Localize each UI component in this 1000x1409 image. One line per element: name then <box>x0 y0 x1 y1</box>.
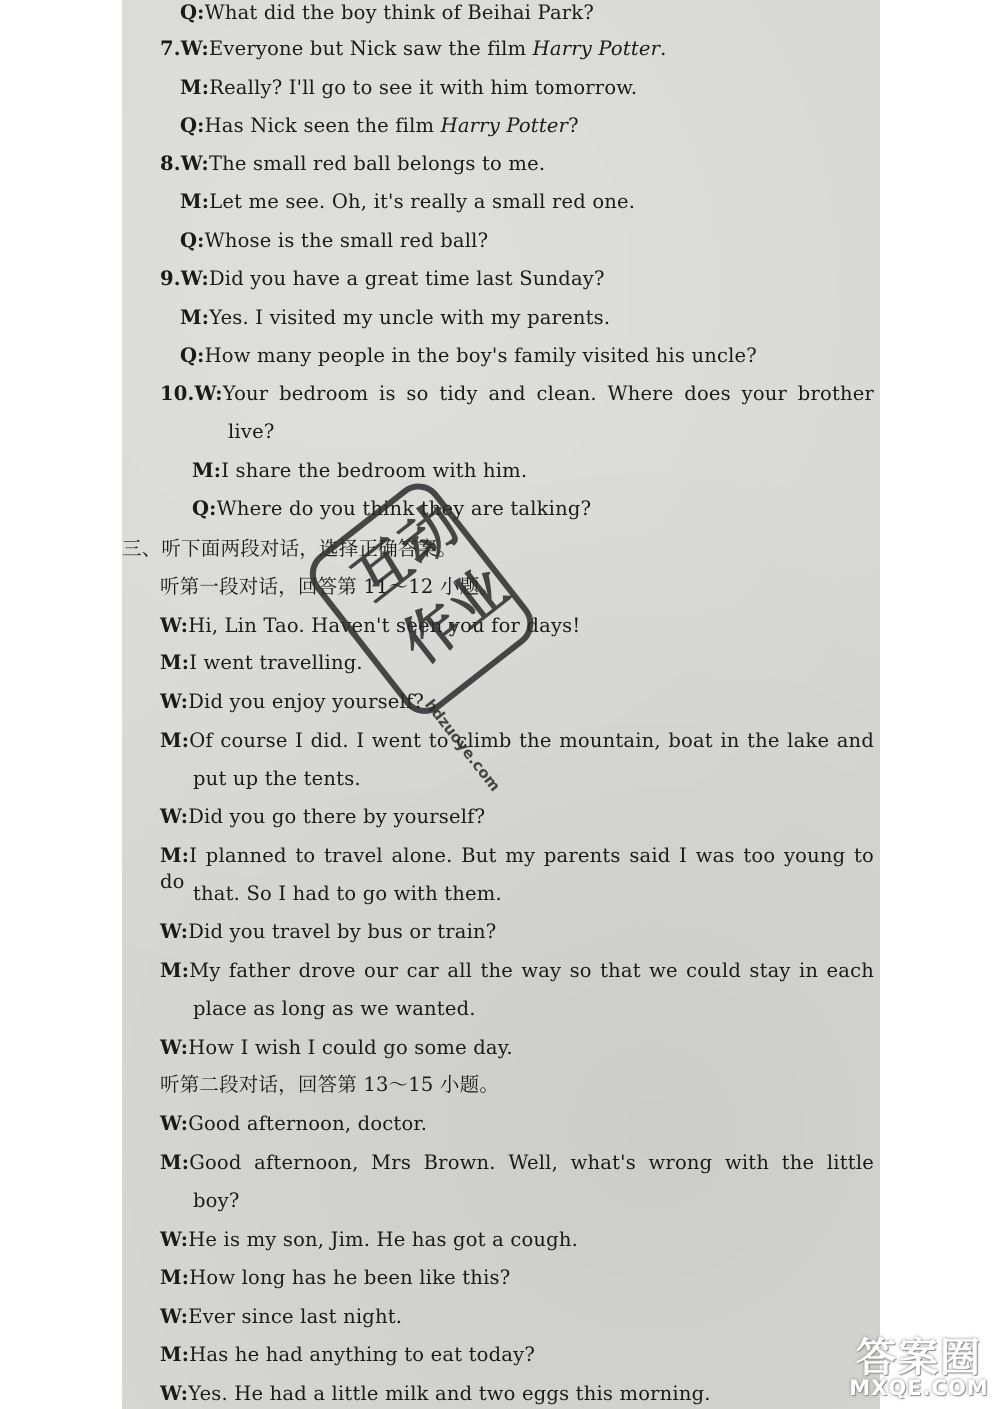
line-text: The small red ball belongs to me. <box>208 152 546 175</box>
text-line <box>160 266 605 292</box>
speaker-label: W: <box>160 1036 189 1059</box>
text-line <box>193 1188 240 1214</box>
text-line <box>160 1111 427 1137</box>
line-punct: . <box>660 37 667 60</box>
line-text: Good afternoon, Mrs Brown. Well, what's wrong with the little <box>189 1151 874 1174</box>
line-text: Ever since last night. <box>188 1305 403 1328</box>
speaker-label: M: <box>180 76 210 99</box>
line-text: put up the tents. <box>193 767 361 790</box>
text-line <box>160 1227 578 1253</box>
line-text: Of course I did. I went to climb the mountain, boat in the lake and <box>189 729 874 752</box>
line-text: Did you have a great time last Sunday? <box>208 267 605 290</box>
speaker-label: W: <box>194 382 223 405</box>
speaker-label: M: <box>160 844 190 867</box>
line-text: Has Nick seen the film <box>204 114 441 137</box>
speaker-label: M: <box>160 1266 190 1289</box>
text-line <box>228 419 274 445</box>
speaker-label: W: <box>180 267 209 290</box>
speaker-label: W: <box>180 37 209 60</box>
question-number: 8. <box>160 152 181 175</box>
speaker-label: M: <box>160 651 190 674</box>
line-text: 三、听下面两段对话，选择正确答案。 <box>122 537 457 560</box>
text-line <box>180 343 757 369</box>
speaker-label: Q: <box>180 229 205 252</box>
line-text: Hi, Lin Tao. Haven't seen you for days! <box>188 614 581 637</box>
line-text: How I wish I could go some day. <box>188 1036 513 1059</box>
line-text: live? <box>228 420 275 443</box>
stamp-glyph: 业 <box>436 555 521 642</box>
speaker-label: M: <box>160 1343 190 1366</box>
text-line <box>160 574 499 600</box>
logo-cn-text: 答案圈 <box>856 1335 982 1381</box>
stamp-glyph: 作 <box>390 591 475 677</box>
text-line <box>160 1150 874 1176</box>
line-text: 听第二段对话，回答第 13～15 小题。 <box>160 1073 500 1096</box>
text-line <box>160 689 424 715</box>
text-line <box>160 1304 402 1330</box>
text-line <box>160 1072 499 1098</box>
line-text: that. So I had to go with them. <box>193 882 502 905</box>
speaker-label: M: <box>180 306 210 329</box>
text-line <box>180 113 579 139</box>
text-line <box>160 958 874 984</box>
speaker-label: M: <box>160 729 190 752</box>
text-line <box>180 305 610 331</box>
line-text: Yes. He had a little milk and two eggs this morning. <box>188 1382 711 1405</box>
text-line <box>180 228 488 254</box>
text-line <box>180 75 637 101</box>
line-text: How long has he been like this? <box>189 1266 511 1289</box>
text-line <box>122 536 457 562</box>
speaker-label: W: <box>160 614 189 637</box>
speaker-label: W: <box>160 920 189 943</box>
speaker-label: Q: <box>180 1 205 24</box>
speaker-label: M: <box>180 190 210 213</box>
speaker-label: W: <box>160 690 189 713</box>
text-line <box>160 1265 510 1291</box>
text-line <box>160 613 580 639</box>
line-text: Where do you think they are talking? <box>216 497 592 520</box>
text-line <box>193 881 502 907</box>
line-text: Let me see. Oh, it's really a small red one. <box>209 190 636 213</box>
stamp-glyph: 互 <box>341 528 426 614</box>
speaker-label: W: <box>160 1228 189 1251</box>
text-line <box>160 151 545 177</box>
stamp-url: hdzuoye.com <box>421 695 505 795</box>
text-line <box>180 189 635 215</box>
text-line <box>160 919 496 945</box>
line-text: Did you enjoy yourself? <box>188 690 425 713</box>
line-text: Did you go there by yourself? <box>188 805 486 828</box>
line-text: Yes. I visited my uncle with my parents. <box>209 306 611 329</box>
speaker-label: W: <box>160 1305 189 1328</box>
text-line <box>180 0 594 26</box>
speaker-label: Q: <box>180 114 205 137</box>
line-text: Did you travel by bus or train? <box>188 920 497 943</box>
text-line <box>160 381 874 407</box>
question-number: 7. <box>160 37 181 60</box>
line-text: What did the boy think of Beihai Park? <box>204 1 594 24</box>
text-line <box>192 458 527 484</box>
text-line <box>193 766 361 792</box>
text-line <box>160 728 874 754</box>
text-line <box>160 1381 711 1407</box>
speaker-label: Q: <box>180 344 205 367</box>
film-title: Harry Potter <box>440 114 569 137</box>
text-line <box>193 996 476 1022</box>
text-line <box>160 1035 513 1061</box>
line-text: Whose is the small red ball? <box>204 229 489 252</box>
line-text: Everyone but Nick saw the film <box>208 37 533 60</box>
speaker-label: M: <box>160 959 190 982</box>
line-text: My father drove our car all the way so that we could stay in each <box>189 959 874 982</box>
line-text: Your bedroom is so tidy and clean. Where does your brother <box>222 382 874 405</box>
text-line <box>160 36 667 62</box>
speaker-label: M: <box>160 1151 190 1174</box>
line-text: Has he had anything to eat today? <box>189 1343 535 1366</box>
speaker-label: W: <box>180 152 209 175</box>
line-text: 听第一段对话，回答第 11～12 小题。 <box>160 575 500 598</box>
speaker-label: W: <box>160 1112 189 1135</box>
line-punct: ? <box>568 114 579 137</box>
logo-en-text: MXQE.COM <box>849 1376 989 1400</box>
line-text: I went travelling. <box>189 651 363 674</box>
question-number: 9. <box>160 267 181 290</box>
speaker-label: M: <box>192 459 222 482</box>
line-text: I planned to travel alone. But my parents said I was too young to do <box>160 844 874 893</box>
line-text: place as long as we wanted. <box>193 997 476 1020</box>
text-line <box>192 496 591 522</box>
line-text: I share the bedroom with him. <box>221 459 528 482</box>
line-text: boy? <box>193 1189 240 1212</box>
film-title: Harry Potter <box>532 37 661 60</box>
line-text: Good afternoon, doctor. <box>188 1112 428 1135</box>
text-line <box>160 1342 535 1368</box>
line-text: Really? I'll go to see it with him tomorrow. <box>209 76 638 99</box>
speaker-label: W: <box>160 1382 189 1405</box>
question-number: 10. <box>160 382 195 405</box>
stamp-glyph: 动 <box>386 492 472 579</box>
speaker-label: W: <box>160 805 189 828</box>
text-line <box>160 650 363 676</box>
line-text: He is my son, Jim. He has got a cough. <box>188 1228 578 1251</box>
line-text: How many people in the boy's family visited his uncle? <box>204 344 757 367</box>
text-line <box>160 804 485 830</box>
speaker-label: Q: <box>192 497 217 520</box>
